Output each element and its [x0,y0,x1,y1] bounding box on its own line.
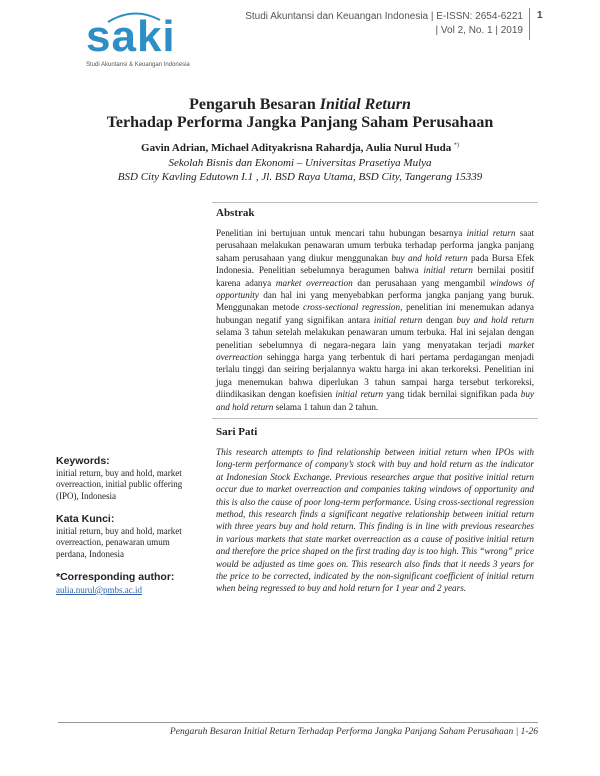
abstrak-text: pada Bursa Efek Indonesia. Penelitian sebelumnya beragumen bahwa [216,252,535,276]
abstrak-text: dan hal ini yang menyebabkan performa jangka panjang yang buruk. Menggunakan metode [216,290,534,313]
abstrak-text: sehingga harga yang terbentuk di hari pertama perdagangan menjadi terlalu tinggi dan seiring berjalannya waktu harga ini akan terkoreksi. Penelitian ini juga menemukan bahwa diperlukan 3 tahun sampai harga tersebut terkoreksi, diindikasikan dengan koefisien [216,352,534,400]
abstrak-body [216,227,534,413]
affiliation-line-1: Sekolah Bisnis dan Ekonomi – Universitas Prasetiya Mulya [168,157,432,169]
abstrak-term: initial return [373,314,423,325]
abstrak-text: bernilai positif karena adanya [216,265,535,288]
title-line-1-em: Initial Return [319,96,411,113]
abstrak-text: dengan [422,314,457,325]
author-list [60,142,540,154]
abstrak-term: windows of opportunity [216,277,535,301]
journal-line-2: | Vol 2, No. 1 | 2019 [435,25,523,36]
author-email-link[interactable]: aulia.nurul@pmbs.ac.id [56,585,143,595]
affiliation-line-2: BSD City Kavling Edutown I.1 , Jl. BSD Raya Utama, BSD City, Tangerang 15339 [117,171,483,183]
abstrak-term: cross-sectional regression [303,302,401,313]
header-divider [529,8,530,40]
saripati-body [216,446,534,595]
abstrak-text: selama 3 tahun setelah melakukan penawaran umum terbuka. Hal ini sejalan dengan penelitian sebelumnya di negara-negara lain yang menyatakan terjadi [216,327,534,350]
author-mark: *) [453,142,459,149]
keywords-heading: Keywords: [56,455,110,467]
title-line-1-pre: Pengaruh Besaran [189,96,320,113]
abstrak-term: buy and hold return [456,314,534,325]
saripati-text: This research attempts to find relationship between initial return when IPOs with long-term performance of company’s stock with buy and hold return as the indicator at Indonesian Stock Exchange. Previous researches argue that positive initial return occur due to market overreaction and companies taking windows of opportunity and this is also the cause of poor long-term performance. Using cross-sectional regression method, this research finds a significant negative relationship between initial return with three years buy and hold return. This finding is in line with previous researches in various markets that state market overreaction as a cause of positive initial return and therefore the price shaped on the first trading day is too high. This “wrong” price would be adjusted as time goes on. This research also finds that it needs 3 years for the price to be corrected, indicated by the non-significant coefficient of initial return when being regressed to buy and hold return for 1 year and 2 years. [216,447,534,594]
abstrak-text: yang tidak bernilai signifikan pada [383,389,521,400]
saripati-heading: Sari Pati [216,426,258,438]
journal-logo: saki [86,12,176,61]
author-names: Gavin Adrian, Michael Adityakrisna Rahardja, Aulia Nurul Huda [141,142,452,154]
abstrak-term: initial return [423,265,473,276]
footer-rule [58,722,538,723]
corresponding-author-heading: *Corresponding author: [56,571,175,583]
section-rule-saripati [212,418,538,419]
abstrak-term: initial return [335,389,384,400]
abstrak-text: selama 1 tahun dan 2 tahun. [273,401,379,412]
abstrak-term: initial return [466,228,516,238]
abstrak-term: buy and hold return [391,252,468,263]
abstrak-text: , penelitian ini menemukan adanya hubungan negatif yang signifikan antara [216,302,534,325]
abstrak-text: dan perusahaan yang mengambil [352,277,490,288]
journal-line-1: Studi Akuntansi dan Keuangan Indonesia | E-ISSN: 2654-6221 [245,11,523,22]
page-number: 1 [537,10,543,21]
abstrak-term: buy and hold return [216,389,534,412]
abstrak-text: Penelitian ini bertujuan untuk mencari tahu hubungan besarnya [216,228,467,238]
abstrak-heading: Abstrak [216,207,255,219]
kata-kunci-list: initial return, buy and hold, market overreaction, penawaran umum perdana, Indonesia [56,526,182,559]
affiliation [60,156,540,184]
journal-info [223,10,523,38]
abstrak-text: saat perusahaan melakukan penawaran umum terbuka terhadap performa jangka panjang saham perusahaan yang diukur menggunakan [216,228,534,263]
keywords-list: initial return, buy and hold, market overreaction, initial public offering (IPO), Indonesia [56,468,183,501]
paper-title [60,96,540,132]
kata-kunci-heading: Kata Kunci: [56,513,115,525]
page-footer: Pengaruh Besaran Initial Return Terhadap Performa Jangka Panjang Saham Perusahaan | 1-26 [169,727,538,737]
title-line-2: Terhadap Performa Jangka Panjang Saham Perusahaan [106,114,494,131]
abstrak-term: market overreaction [275,277,353,288]
logo-subtitle: Studi Akuntansi & Keuangan Indonesia [86,62,190,68]
section-rule-top [212,202,538,203]
abstrak-term: market overreaction [216,339,534,363]
